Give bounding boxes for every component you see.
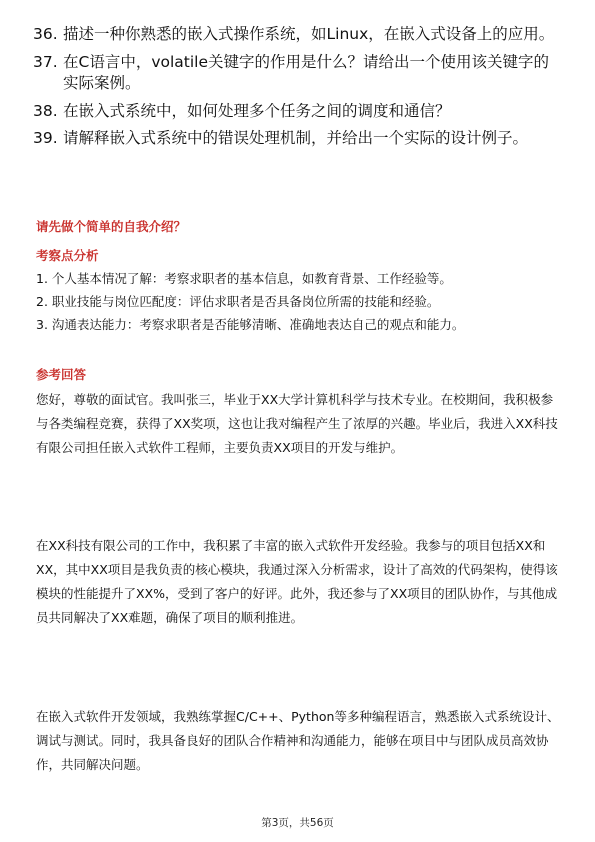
intro-question: 请先做个简单的自我介绍？ (36, 219, 187, 234)
question-number: 36. (33, 25, 58, 43)
question-text: 在C语言中，volatile关键字的作用是什么？请给出一个使用该关键字的实际案例。 (63, 52, 550, 92)
question-text: 在嵌入式系统中，如何处理多个任务之间的调度和通信？ (63, 101, 451, 120)
analysis-section (36, 247, 561, 334)
question-number: 37. (33, 52, 58, 71)
question-item (33, 24, 563, 46)
answer-heading-section (36, 366, 561, 384)
answer-paragraph (36, 534, 561, 630)
question-text: 请解释嵌入式系统中的错误处理机制，并给出一个实际的设计例子。 (63, 129, 529, 147)
page-number: 第3页，共56页 (261, 817, 334, 829)
analysis-item: 3. 沟通表达能力：考察求职者是否能够清晰、准确地表达自己的观点和能力。 (36, 317, 465, 332)
analysis-heading: 考察点分析 (36, 248, 99, 263)
answer-paragraph (36, 388, 561, 460)
answer-paragraph (36, 705, 561, 777)
answer-paragraph-text: 您好，尊敬的面试官。我叫张三，毕业于XX大学计算机科学与技术专业。在校期间，我积极参与各类编程竞赛，获得了XX奖项，这也让我对编程产生了浓厚的兴趣。毕业后，我进入XX科技有限公司担任嵌入式软件工程师，主要负责XX项目的开发与维护。 (36, 392, 558, 455)
analysis-item: 2. 职业技能与岗位匹配度：评估求职者是否具备岗位所需的技能和经验。 (36, 294, 440, 309)
question-number: 39. (33, 129, 58, 147)
answer-paragraph-text: 在XX科技有限公司的工作中，我积累了丰富的嵌入式软件开发经验。我参与的项目包括XX和XX，其中XX项目是我负责的核心模块，我通过深入分析需求，设计了高效的代码架构，使得该模块的性能提升了XX%，受到了客户的好评。此外，我还参与了XX项目的团队协作，与其他成员共同解决了XX难题，确保了项目的顺利推进。 (36, 538, 558, 625)
question-text: 描述一种你熟悉的嵌入式操作系统，如Linux，在嵌入式设备上的应用。 (63, 25, 555, 43)
analysis-item: 1. 个人基本情况了解：考察求职者的基本信息，如教育背景、工作经验等。 (36, 271, 452, 286)
question-item (33, 52, 563, 95)
answer-paragraph-text: 在嵌入式软件开发领域，我熟练掌握C/C++、Python等多种编程语言，熟悉嵌入式系统设计、调试与测试。同时，我具备良好的团队合作精神和沟通能力，能够在项目中与团队成员高效协作，共同解决问题。 (36, 709, 560, 772)
intro-question-heading (36, 218, 561, 236)
question-item (33, 128, 563, 150)
question-list (33, 24, 563, 156)
question-number: 38. (33, 101, 58, 120)
question-item (33, 101, 563, 123)
answer-heading: 参考回答 (36, 367, 87, 382)
